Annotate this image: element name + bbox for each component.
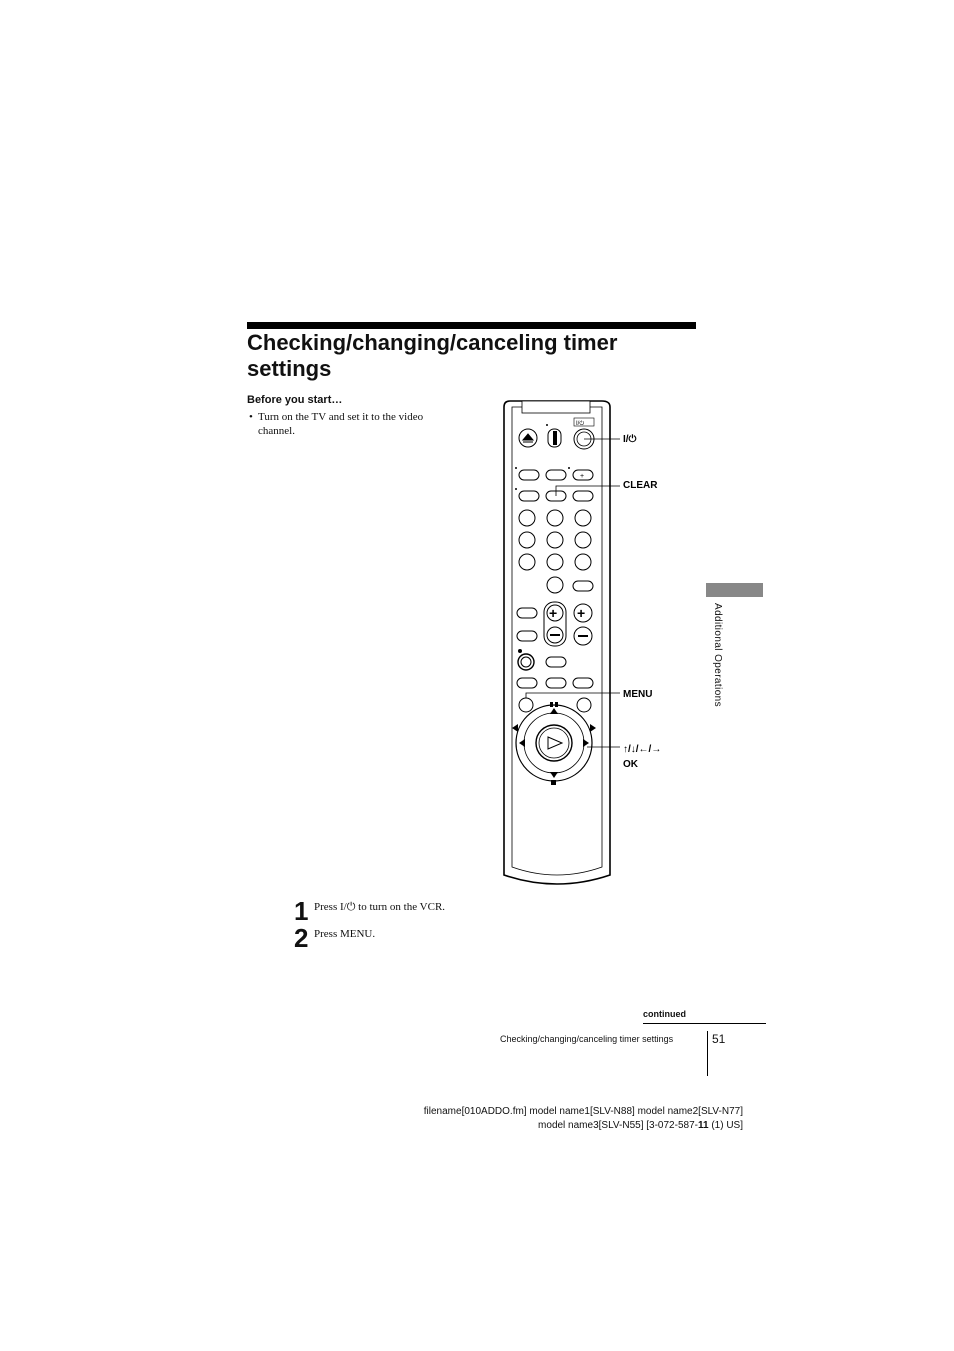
tv-video-switch xyxy=(548,429,561,447)
bullet-text: Turn on the TV and set it to the video channel. xyxy=(258,411,424,437)
step-2-number: 2 xyxy=(294,923,309,953)
step-1-text: Press I/⏻ to turn on the VCR. xyxy=(314,901,446,913)
page-title: Checking/changing/canceling timer settings xyxy=(247,330,618,381)
step-2-text: Press MENU. xyxy=(314,928,376,940)
file-info-line-1: filename[010ADDO.fm] model name1[SLV-N88] model name2[SLV-N77] xyxy=(423,1106,743,1117)
page-number: 51 xyxy=(712,1032,726,1046)
svg-text:+: + xyxy=(549,605,558,621)
title-rule xyxy=(247,322,696,329)
file-info-prefix: model name3[SLV-N55] [3-072-587- xyxy=(538,1120,698,1131)
clear-callout: CLEAR xyxy=(623,480,658,491)
power-label: I/⏻ xyxy=(576,421,585,427)
menu-callout: MENU xyxy=(623,689,653,700)
file-info-suffix: (1) US] xyxy=(708,1120,743,1131)
file-info-line-2 xyxy=(538,1120,743,1131)
eject-button xyxy=(519,429,537,447)
footer-divider xyxy=(707,1031,708,1076)
ok-callout: OK xyxy=(623,759,638,770)
section-tab xyxy=(706,583,763,597)
file-info-bold: 11 xyxy=(697,1120,709,1131)
arrows-callout: ↑/↓/←/→ xyxy=(623,744,662,755)
section-tab-label: Additional Operations xyxy=(712,603,723,708)
bullet-dot: • xyxy=(249,411,253,423)
before-you-start-heading: Before you start… xyxy=(247,394,343,406)
footer-title: Checking/changing/canceling timer settings xyxy=(500,1034,674,1044)
continued-rule xyxy=(643,1023,766,1024)
menu-button xyxy=(519,698,533,712)
remote-control-illustration xyxy=(490,395,690,895)
svg-text:+: + xyxy=(580,473,585,480)
power-callout: I/⏻ xyxy=(623,434,637,445)
svg-text:+: + xyxy=(577,605,586,621)
step-1-number: 1 xyxy=(294,896,309,926)
prerequisite-bullet xyxy=(249,410,449,438)
continued-label: continued xyxy=(643,1009,686,1019)
